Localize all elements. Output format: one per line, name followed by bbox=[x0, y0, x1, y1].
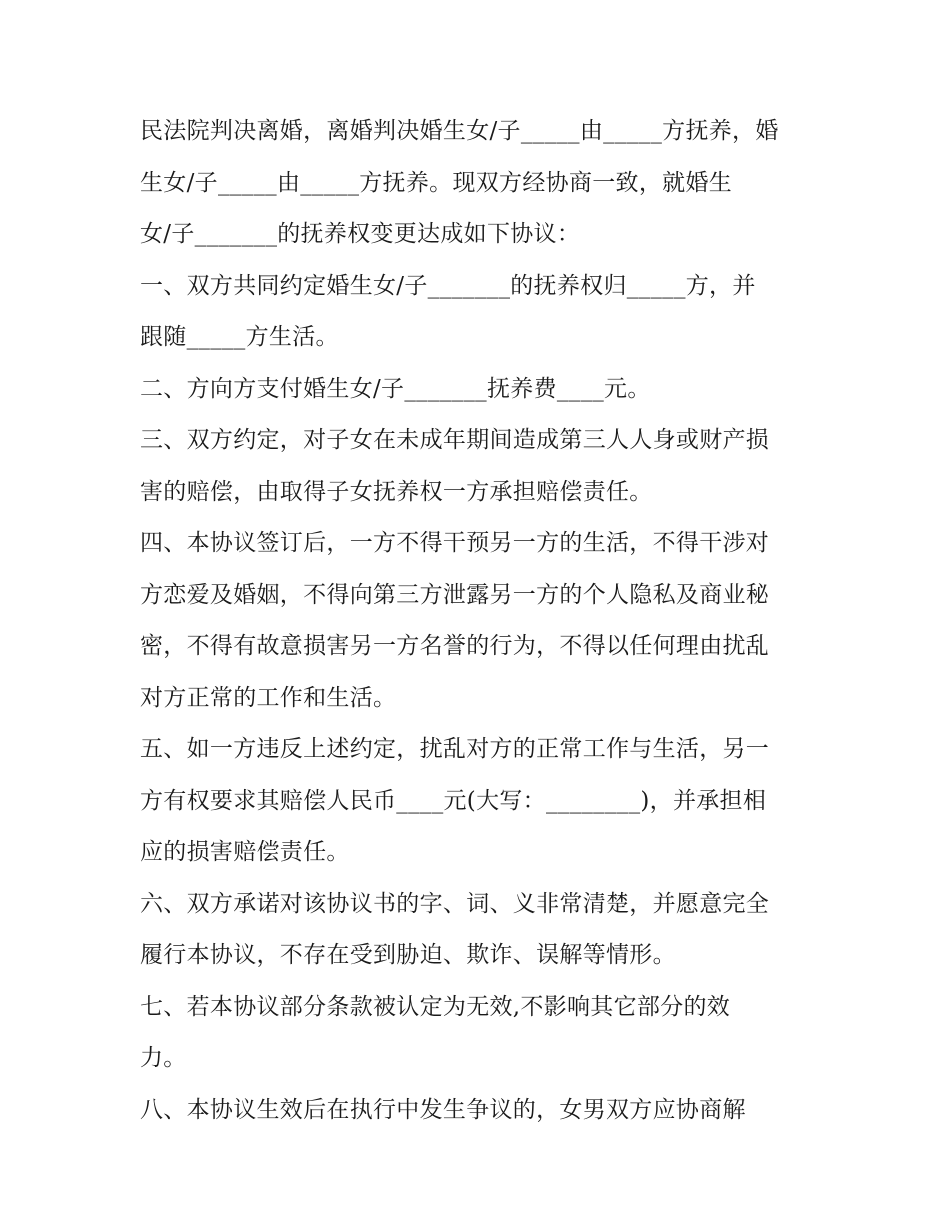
clause-4-line: 四、本协议签订后，一方不得干预另一方的生活，不得干涉对 bbox=[140, 530, 770, 556]
text-line: 民法院判决离婚，离婚判决婚生女/子_____由_____方抚养，婚 bbox=[140, 118, 779, 144]
text-line: 方有权要求其赔偿人民币____元(大写：________)，并承担相 bbox=[140, 787, 767, 814]
text-line: 生女/子_____由_____方抚养。现双方经协商一致，就婚生 bbox=[140, 169, 733, 196]
text-line: 跟随_____方生活。 bbox=[140, 324, 339, 350]
clause-8-line: 八、本协议生效后在执行中发生争议的，女男双方应协商解 bbox=[140, 1096, 746, 1123]
clause-5-line: 五、如一方违反上述约定，扰乱对方的正常工作与生活，另一 bbox=[140, 736, 770, 762]
text-line: 方恋爱及婚姻，不得向第三方泄露另一方的个人隐私及商业秘 bbox=[140, 581, 770, 608]
text-line: 害的赔偿，由取得子女抚养权一方承担赔偿责任。 bbox=[140, 478, 653, 505]
text-line: 履行本协议，不存在受到胁迫、欺诈、误解等情形。 bbox=[140, 942, 676, 968]
clause-6-line: 六、双方承诺对该协议书的字、词、义非常清楚，并愿意完全 bbox=[140, 890, 770, 917]
clause-7-line: 七、若本协议部分条款被认定为无效,不影响其它部分的效 bbox=[140, 993, 731, 1020]
text-line: 对方正常的工作和生活。 bbox=[140, 684, 397, 711]
text-line: 密，不得有故意损害另一方名誉的行为，不得以任何理由扰乱 bbox=[140, 633, 770, 659]
text-line: 女/子_______的抚养权变更达成如下协议： bbox=[140, 221, 581, 247]
text-line: 力。 bbox=[140, 1045, 187, 1071]
clause-2-line: 二、方向方支付婚生女/子_______抚养费____元。 bbox=[140, 375, 651, 402]
agreement-body bbox=[140, 106, 830, 1136]
clause-1-line: 一、双方共同约定婚生女/子_______的抚养权归_____方，并 bbox=[140, 272, 756, 299]
text-line: 应的损害赔偿责任。 bbox=[140, 839, 350, 865]
clause-3-line: 三、双方约定，对子女在未成年期间造成第三人人身或财产损 bbox=[140, 427, 770, 453]
